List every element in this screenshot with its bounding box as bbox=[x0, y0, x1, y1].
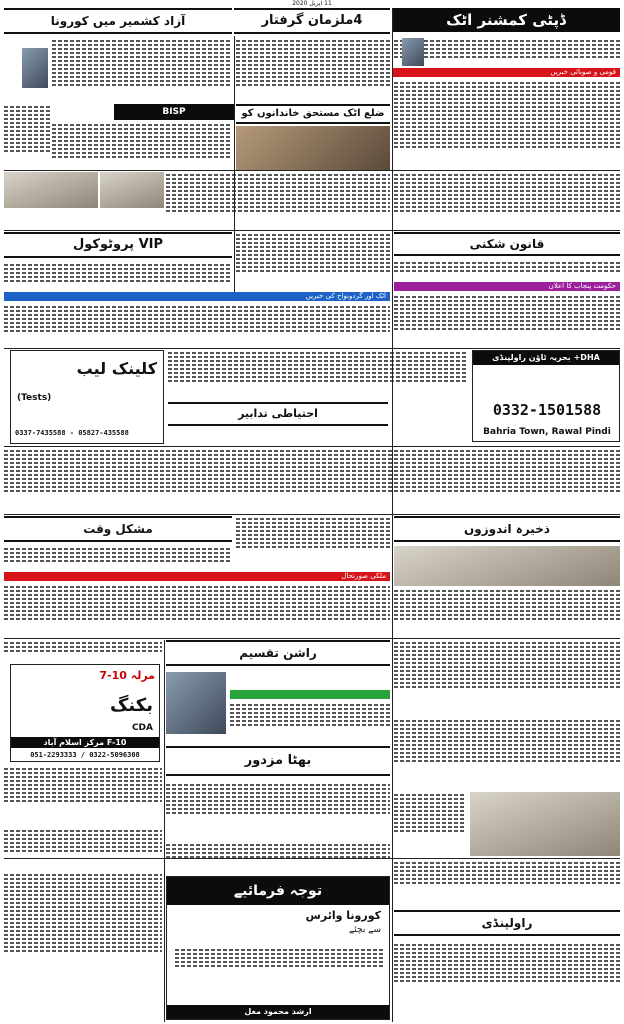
headline-khoon: مشکل وقت bbox=[4, 516, 232, 542]
photo-official bbox=[402, 38, 424, 66]
photo-politician bbox=[166, 672, 226, 734]
row-divider bbox=[4, 348, 620, 349]
text-column-29 bbox=[4, 872, 162, 1022]
text-column-31 bbox=[394, 942, 620, 1022]
text-column-8 bbox=[394, 172, 620, 230]
band-news-2: اٹک اور گردونواح کی خبریں bbox=[4, 292, 390, 301]
row-divider bbox=[4, 858, 620, 859]
photo-event-1 bbox=[4, 172, 98, 208]
headline-kitchen: ذخیرہ اندوزوں bbox=[394, 516, 620, 542]
column-divider bbox=[164, 640, 165, 1022]
headline-mareez: BISP bbox=[114, 104, 234, 120]
text-column-15 bbox=[4, 448, 620, 512]
top-mid-block bbox=[234, 8, 390, 36]
ehtiyat-block bbox=[168, 402, 388, 428]
photo-portrait bbox=[22, 48, 48, 88]
clinic-lab-tests: (Tests) bbox=[17, 393, 52, 403]
qanoon-block bbox=[394, 232, 620, 258]
headline-qanoon: قانون شکنی bbox=[394, 232, 620, 256]
band-news-5 bbox=[230, 690, 390, 699]
text-column-6 bbox=[4, 104, 50, 170]
headline-bhatti: بھٹا مزدور bbox=[166, 746, 390, 776]
cda-tag: CDA bbox=[131, 723, 153, 733]
top-left-block bbox=[4, 8, 232, 36]
newspaper-page bbox=[4, 0, 620, 1024]
text-column-2 bbox=[236, 38, 390, 104]
headline-kashmir: آزاد کشمیر میں کورونا bbox=[4, 8, 232, 34]
cda-booking-ad bbox=[10, 664, 160, 762]
text-column-12 bbox=[4, 304, 390, 346]
headline-vip: VIP پروٹوکول bbox=[4, 232, 232, 258]
clinic-lab-title: کلینک لیب bbox=[76, 359, 157, 378]
text-column-14 bbox=[168, 350, 468, 400]
ac-block bbox=[236, 104, 390, 126]
corona-title: کورونا وائرس bbox=[305, 909, 381, 922]
text-column-26 bbox=[394, 792, 466, 856]
photo-event-2 bbox=[100, 172, 164, 208]
row-divider bbox=[4, 446, 620, 447]
text-column-13 bbox=[394, 294, 620, 346]
cda-title: بکنگ bbox=[109, 695, 153, 716]
text-column-1 bbox=[394, 38, 620, 66]
dha-footer: Bahria Town, Rawal Pindi bbox=[483, 427, 611, 437]
text-column-30 bbox=[394, 860, 620, 908]
text-column-25 bbox=[394, 718, 620, 788]
headline-arrests: 4ملزمان گرفتار bbox=[234, 8, 390, 34]
column-divider bbox=[234, 36, 235, 292]
headline-ehtiyat: احتیاطی تدابیر bbox=[168, 402, 388, 426]
clinic-lab-ad bbox=[10, 350, 164, 444]
text-column-5 bbox=[52, 122, 230, 170]
photo-distribution bbox=[236, 126, 390, 170]
clinic-lab-phone: 0337-7435588 - 05827-435588 bbox=[15, 429, 129, 437]
row-divider bbox=[4, 638, 620, 639]
relief-block bbox=[166, 640, 390, 668]
vip-block bbox=[4, 232, 232, 260]
dha-title: DHA+ بحریہ ٹاؤن راولپنڈی bbox=[473, 351, 619, 365]
band-news-1: قومی و صوبائی خبریں bbox=[392, 68, 620, 77]
photo-meeting bbox=[394, 546, 620, 586]
ac-photos bbox=[236, 126, 390, 170]
text-column-22 bbox=[230, 702, 390, 742]
text-column-21 bbox=[394, 640, 620, 714]
cda-price: 7-10 مرلہ bbox=[99, 669, 155, 682]
text-column-19 bbox=[394, 588, 620, 638]
row-divider bbox=[4, 230, 620, 231]
masthead-date: 11 اپریل 2020 bbox=[292, 0, 332, 7]
column-divider bbox=[392, 8, 393, 1022]
cda-address: F-10 مرکز اسلام آباد bbox=[11, 737, 159, 748]
text-column-18 bbox=[4, 584, 390, 638]
text-column-17 bbox=[4, 546, 232, 570]
text-column-28 bbox=[166, 842, 390, 872]
band-news-4: ملکی صورتحال bbox=[4, 572, 390, 581]
text-column-3 bbox=[52, 38, 230, 104]
band-news-3: حکومت پنجاب کا اعلان bbox=[394, 282, 620, 291]
text-column-4 bbox=[394, 80, 620, 170]
text-column-27 bbox=[4, 828, 162, 868]
row-divider bbox=[4, 170, 620, 171]
photo-classroom bbox=[470, 792, 620, 856]
text-column-9 bbox=[236, 232, 390, 288]
headline-tawajjo: توجہ فرمائیے bbox=[167, 877, 389, 905]
text-column-7 bbox=[166, 172, 390, 230]
row-divider bbox=[4, 514, 620, 515]
text-column-23 bbox=[4, 766, 162, 824]
rawat-block bbox=[394, 910, 620, 938]
corona-footer: ارشد محمود مغل bbox=[167, 1005, 389, 1019]
headline-relief: راشن تقسیم bbox=[166, 640, 390, 666]
headline-rawat: راولپنڈی bbox=[394, 910, 620, 936]
headline-ac: ضلع اٹک مستحق خاندانوں کو bbox=[236, 104, 390, 124]
khoon-block bbox=[4, 516, 232, 544]
kitchen-block bbox=[394, 516, 620, 544]
bhatti-block bbox=[166, 746, 390, 778]
headline-dc: ڈپٹی کمشنر اٹک bbox=[392, 8, 620, 32]
corona-sub: سے بچئے bbox=[349, 925, 381, 935]
text-column-11 bbox=[394, 260, 620, 280]
top-right-block bbox=[392, 8, 620, 36]
text-column-16 bbox=[236, 516, 390, 568]
text-column-10 bbox=[4, 262, 232, 290]
text-column-20 bbox=[4, 640, 162, 662]
dha-property-ad bbox=[472, 350, 620, 442]
cda-phone: 051-2293333 / 0322-5096308 bbox=[30, 751, 140, 759]
dha-phone: 0332-1501588 bbox=[492, 401, 602, 419]
corona-awareness-ad bbox=[166, 876, 390, 1020]
text-column-24 bbox=[166, 782, 390, 838]
